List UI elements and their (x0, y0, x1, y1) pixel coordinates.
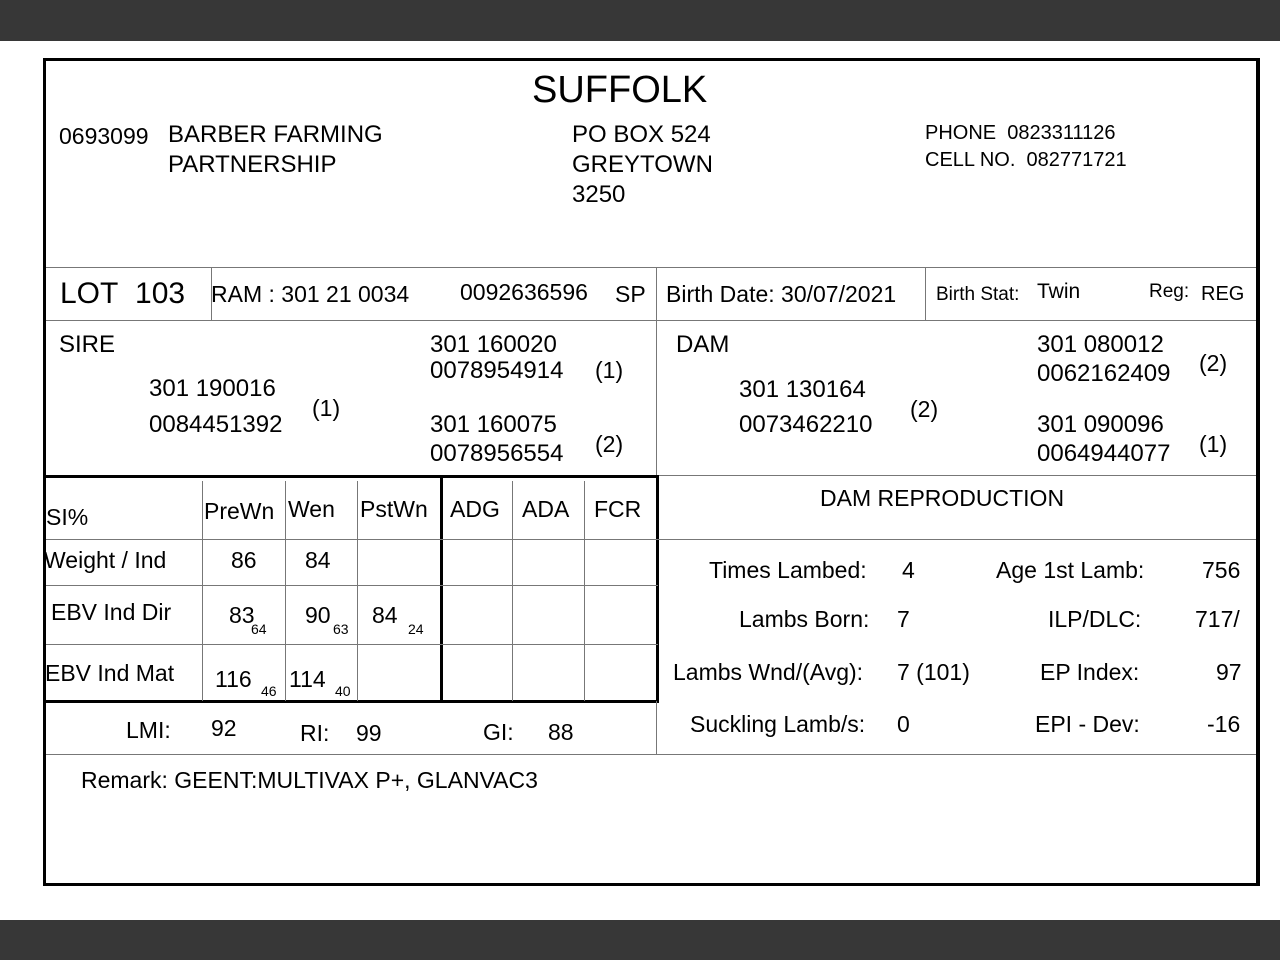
sire-sire-reg: 0078954914 (430, 357, 564, 384)
ram-label: RAM : (211, 281, 275, 307)
col-header-ada: ADA (522, 496, 570, 522)
times-lambed-label: Times Lambed: (709, 557, 867, 583)
table-border (656, 475, 659, 703)
epi-dev-value: -16 (1207, 711, 1241, 737)
birth-stat-label: Birth Stat: (936, 284, 1020, 305)
dam-mark: (2) (910, 396, 939, 422)
row-label-weight: Weight / Ind (44, 547, 167, 573)
sp-code: SP (615, 281, 646, 307)
weight-prewn: 86 (231, 547, 257, 573)
table-border (46, 475, 658, 478)
mat-prewn: 116 (215, 666, 252, 692)
divider (656, 267, 657, 477)
reg-status: REG (1201, 283, 1245, 305)
table-border (440, 475, 443, 703)
dam-sire-reg: 0062162409 (1037, 360, 1171, 387)
col-header-pstwn: PstWn (360, 496, 428, 522)
divider (46, 754, 1256, 755)
dir-pstwn-accuracy: 24 (408, 621, 424, 637)
divider (357, 481, 358, 701)
sire-id: 301 190016 (149, 375, 276, 402)
divider (46, 585, 658, 586)
birth-date-row (666, 283, 896, 306)
divider (46, 539, 1256, 540)
birth-date: 30/07/2021 (781, 281, 897, 307)
ram-reg-number: 0092636596 (460, 279, 588, 305)
sire-reg: 0084451392 (149, 411, 283, 438)
lambs-wnd-label: Lambs Wnd/(Avg): (673, 659, 864, 685)
epi-dev-label: EPI - Dev: (1035, 711, 1140, 737)
dam-sire-id: 301 080012 (1037, 331, 1164, 358)
sire-label: SIRE (59, 331, 116, 358)
divider (658, 475, 1256, 476)
ri-value: 99 (356, 720, 382, 746)
sire-sire-id: 301 160020 (430, 331, 557, 358)
sire-dam-id: 301 160075 (430, 411, 557, 438)
dam-dam-mark: (1) (1199, 431, 1228, 457)
divider (925, 267, 926, 321)
mat-wen-accuracy: 40 (335, 683, 351, 699)
dam-label: DAM (676, 331, 730, 358)
col-header-si: SI% (46, 504, 89, 530)
dir-wen-accuracy: 63 (333, 621, 349, 637)
ep-index-value: 97 (1216, 659, 1242, 685)
gi-label: GI: (483, 719, 514, 745)
weight-wen: 84 (305, 547, 331, 573)
sire-mark: (1) (312, 395, 341, 421)
divider (656, 701, 657, 755)
bottom-bar (0, 920, 1280, 960)
phone-row (925, 123, 1116, 143)
row-label-ebv-dir: EBV Ind Dir (51, 599, 172, 625)
mat-wen: 114 (289, 666, 326, 692)
dam-id: 301 130164 (739, 376, 866, 403)
ep-index-label: EP Index: (1040, 659, 1140, 685)
col-header-prewn: PreWn (204, 498, 275, 524)
birth-stat: Twin (1037, 280, 1081, 303)
ri-label: RI: (300, 720, 330, 746)
dir-wen: 90 (305, 602, 331, 628)
lot-number (60, 279, 185, 309)
table-border (46, 700, 659, 703)
dir-prewn: 83 (229, 602, 255, 628)
divider (46, 644, 658, 645)
lmi-label: LMI: (126, 717, 171, 743)
reg-label: Reg: (1149, 281, 1190, 302)
gi-value: 88 (548, 719, 574, 745)
dam-sire-mark: (2) (1199, 350, 1228, 376)
birth-date-label: Birth Date: (666, 281, 775, 307)
suckling-label: Suckling Lamb/s: (690, 711, 866, 737)
phone-label: PHONE (925, 122, 997, 144)
owner-name-line2: PARTNERSHIP (168, 151, 337, 178)
col-header-fcr: FCR (594, 496, 642, 522)
remark-text: GEENT:MULTIVAX P+, GLANVAC3 (174, 767, 538, 793)
phone-number: 0823311126 (1007, 122, 1116, 144)
divider (46, 267, 1256, 268)
address-line1: PO BOX 524 (572, 121, 711, 148)
divider (46, 320, 1256, 321)
owner-code: 0693099 (59, 123, 149, 149)
suckling-value: 0 (897, 711, 910, 737)
lambs-born-label: Lambs Born: (739, 606, 870, 632)
ilp-dlc-value: 717/ (1195, 606, 1240, 632)
lambs-born-value: 7 (897, 606, 910, 632)
ilp-dlc-label: ILP/DLC: (1048, 606, 1142, 632)
lambs-wnd-value: 7 (101) (897, 659, 970, 685)
dir-prewn-accuracy: 64 (251, 621, 267, 637)
divider (202, 481, 203, 701)
sire-dam-mark: (2) (595, 431, 624, 457)
dam-reg: 0073462210 (739, 411, 873, 438)
top-bar (0, 0, 1280, 41)
col-header-wen: Wen (288, 496, 335, 522)
remark-label: Remark: (81, 767, 168, 793)
age-first-lamb-label: Age 1st Lamb: (996, 557, 1145, 583)
row-label-ebv-mat: EBV Ind Mat (45, 660, 175, 686)
divider (285, 481, 286, 701)
cell-row (925, 150, 1127, 170)
sire-dam-reg: 0078956554 (430, 440, 564, 467)
times-lambed-value: 4 (902, 557, 915, 583)
divider (584, 481, 585, 701)
lot-value: 103 (135, 277, 186, 310)
sale-lot-card (43, 58, 1260, 886)
age-first-lamb-value: 756 (1202, 557, 1241, 583)
address-line3: 3250 (572, 181, 626, 208)
owner-name-line1: BARBER FARMING (168, 121, 383, 148)
address-line2: GREYTOWN (572, 151, 713, 178)
remark (81, 769, 538, 792)
dir-pstwn: 84 (372, 602, 398, 628)
dam-reproduction-title: DAM REPRODUCTION (820, 485, 1065, 511)
dam-dam-reg: 0064944077 (1037, 440, 1171, 467)
mat-prewn-accuracy: 46 (261, 683, 277, 699)
lot-label: LOT (60, 277, 119, 310)
cell-label: CELL NO. (925, 149, 1016, 171)
col-header-adg: ADG (450, 496, 500, 522)
ram-row (211, 283, 409, 306)
ram-id: 301 21 0034 (281, 281, 410, 307)
divider (512, 481, 513, 701)
dam-dam-id: 301 090096 (1037, 411, 1164, 438)
lmi-value: 92 (211, 715, 237, 741)
breed-title: SUFFOLK (532, 69, 708, 111)
cell-number: 082771721 (1026, 149, 1127, 171)
sire-sire-mark: (1) (595, 357, 624, 383)
